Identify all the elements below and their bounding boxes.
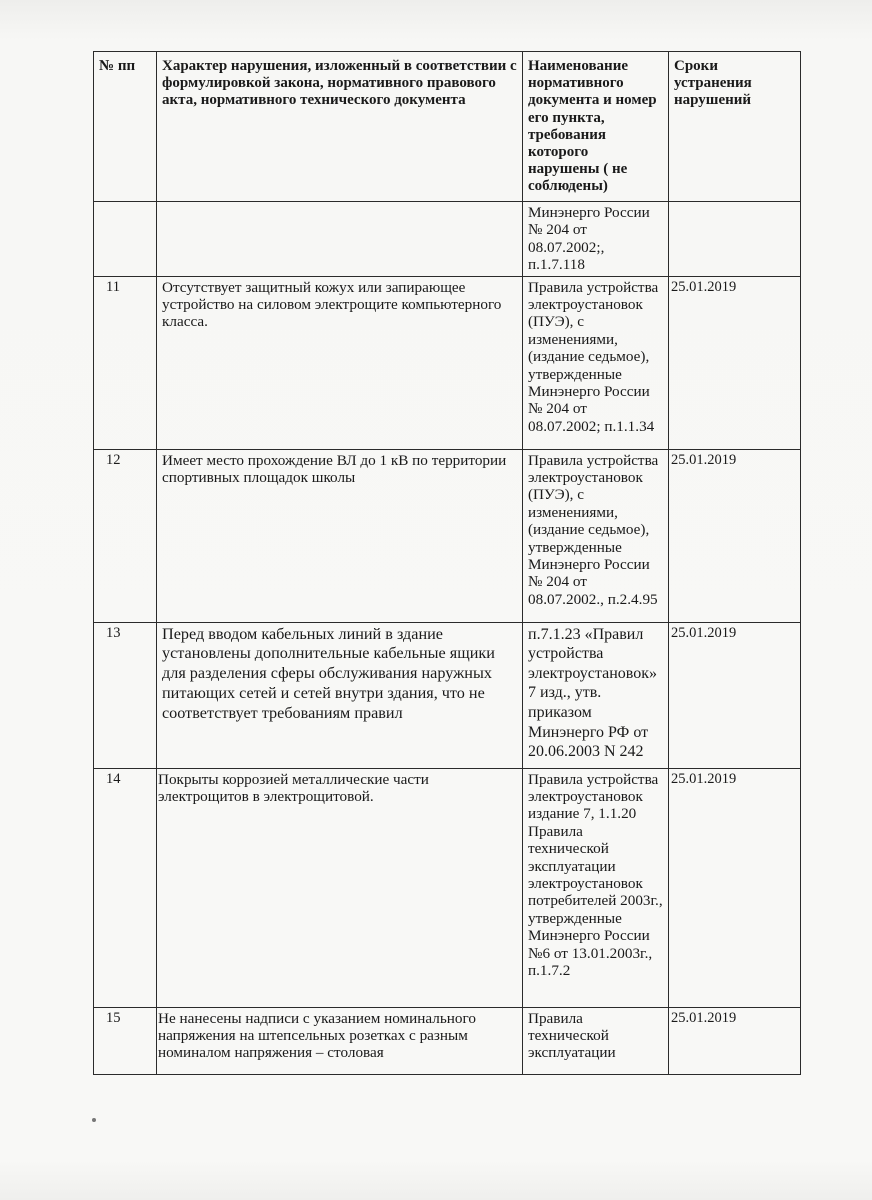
row-deadline xyxy=(669,202,801,277)
row-violation xyxy=(157,202,523,277)
table-row xyxy=(94,768,801,1007)
header-document: Наименование нормативного документа и номер его пункта, требования которого нарушены ( не соблюдены) xyxy=(523,52,669,202)
table-row xyxy=(94,202,801,277)
row-deadline: 25.01.2019 xyxy=(669,1007,801,1074)
row-document: п.7.1.23 «Правил устройства электроустановок» 7 изд., утв. приказом Минэнерго РФ от 20.06.2003 N 242 xyxy=(523,622,669,768)
table-row xyxy=(94,622,801,768)
row-num: 15 xyxy=(94,1007,157,1074)
row-violation-text: Не нанесены надписи с указанием номинального напряжения на штепсельных розетках с разным номиналом напряжения – столовая xyxy=(158,1009,476,1062)
row-num: 11 xyxy=(94,276,157,449)
scan-speck xyxy=(92,1118,96,1122)
header-deadline: Сроки устранения нарушений xyxy=(669,52,801,202)
row-num: 12 xyxy=(94,449,157,622)
row-document: Правила устройства электроустановок (ПУЭ), с изменениями, (издание седьмое), утвержденные Минэнерго России № 204 от 08.07.2002., п.2.4.95 xyxy=(523,449,669,622)
row-deadline: 25.01.2019 xyxy=(669,768,801,1007)
row-num: 13 xyxy=(94,622,157,768)
table-row xyxy=(94,276,801,449)
row-num: 14 xyxy=(94,768,157,1007)
row-violation xyxy=(157,1007,523,1074)
row-document: Правила устройства электроустановок (ПУЭ), с изменениями, (издание седьмое), утвержденные Минэнерго России № 204 от 08.07.2002; п.1.1.34 xyxy=(523,276,669,449)
row-document: Правила технической эксплуатации xyxy=(523,1007,669,1074)
row-deadline: 25.01.2019 xyxy=(669,276,801,449)
row-document: Правила устройства электроустановок издание 7, 1.1.20 Правила технической эксплуатации электроустановок потребителей 2003г., утвержденные Минэнерго России №6 от 13.01.2003г., п.1.7.2 xyxy=(523,768,669,1007)
table-row xyxy=(94,1007,801,1074)
row-violation: Перед вводом кабельных линий в здание установлены дополнительные кабельные ящики для разделения сферы обслуживания наружных питающих сетей и сетей внутри здания, что не соответствует требованиям правил xyxy=(157,622,523,768)
row-violation-text: Покрыты коррозией металлические части электрощитов в электрощитовой. xyxy=(158,770,429,806)
header-num: № пп xyxy=(94,52,157,202)
violations-table xyxy=(93,51,801,1075)
row-num xyxy=(94,202,157,277)
row-deadline: 25.01.2019 xyxy=(669,622,801,768)
row-violation: Отсутствует защитный кожух или запирающее устройство на силовом электрощите компьютерного класса. xyxy=(157,276,523,449)
row-violation: Имеет место прохождение ВЛ до 1 кВ по территории спортивных площадок школы xyxy=(157,449,523,622)
row-document: Минэнерго России № 204 от 08.07.2002;, п.1.7.118 xyxy=(523,202,669,277)
header-violation: Характер нарушения, изложенный в соответствии с формулировкой закона, нормативного правового акта, нормативного технического документа xyxy=(157,52,523,202)
table-header-row xyxy=(94,52,801,202)
row-deadline: 25.01.2019 xyxy=(669,449,801,622)
row-violation xyxy=(157,768,523,1007)
table-row xyxy=(94,449,801,622)
